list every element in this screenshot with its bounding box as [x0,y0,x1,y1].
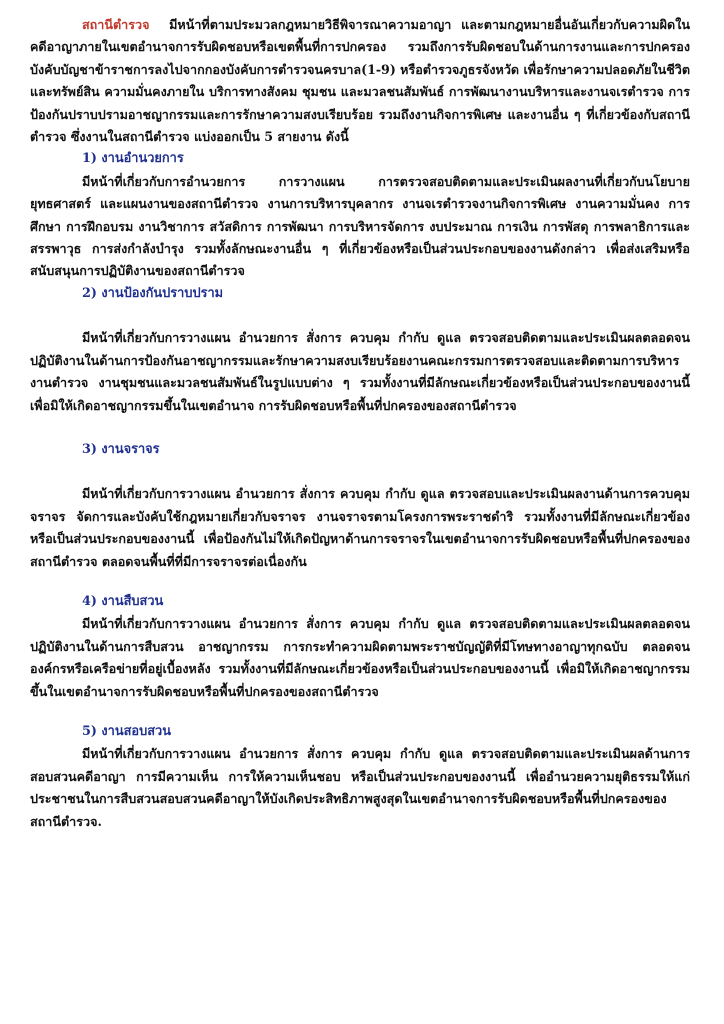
section-body-3: มีหน้าที่เกี่ยวกับการวางแผน อำนวยการ สั่งการ ควบคุม กำกับ ดูแล ตรวจสอบและประเมินผลงานด้านการควบคุมจราจร จัดการและบังคับใช้กฎหมายเกี่ยวกับจราจร งานจราจรตามโครงการพระราชดำริ รวมทั้งงานที่มีลักษณะเกี่ยวข้องหรือเป็นส่วนประกอบของงานนี้ เพื่อป้องกันไม่ให้เกิดปัญหาด้านการจราจรในเขตอำนาจการรับผิดชอบหรือพื้นที่ปกครองของสถานีตำรวจ ตลอดจนพื้นที่ที่มีการจราจรต่อเนื่องกัน [30,486,690,569]
section-body-2: มีหน้าที่เกี่ยวกับการวางแผน อำนวยการ สั่งการ ควบคุม กำกับ ดูแล ตรวจสอบติดตามและประเมินผลตลอดจนปฏิบัติงานในด้านการป้องกันอาชญากรรมและรักษาความสงบเรียบร้อยงานคณะกรรมการตรวจสอบและติดตามการบริหารงานตำรวจ งานชุมชนและมวลชนสัมพันธ์ในรูปแบบต่าง ๆ รวมทั้งงานที่มีลักษณะเกี่ยวข้องหรือเป็นส่วนประกอบของงานนี้ เพื่อมิให้เกิดอาชญากรรมขึ้นในเขตอำนาจ การรับผิดชอบหรือพื้นที่ปกครองของสถานีตำรวจ [30,330,690,413]
section-body-4: มีหน้าที่เกี่ยวกับการวางแผน อำนวยการ สั่งการ ควบคุม กำกับ ดูแล ตรวจสอบติดตามและประเมินผลตลอดจนปฏิบัติงานในด้านการสืบสวน อาชญากรรม การกระทำความผิดตามพระราชบัญญัติที่มีโทษทางอาญาทุกฉบับ ตลอดจนองค์กรหรือเครือข่ายที่อยู่เบื้องหลัง รวมทั้งงานที่มีลักษณะเกี่ยวข้องหรือเป็นส่วนประกอบของงานนี้ เพื่อมิให้เกิดอาชญากรรมขึ้นในเขตอำนาจการรับผิดชอบหรือพื้นที่ปกครองของสถานีตำรวจ [30,616,690,699]
spacer [30,417,690,439]
intro-text: มีหน้าที่ตามประมวลกฎหมายวิธีพิจารณาความอาญา และตามกฎหมายอื่นอันเกี่ยวกับความผิดในคดีอาญาภายในเขตอำนาจการรับผิดชอบหรือเขตพื้นที่การปกครอง รวมถึงการรับผิดชอบในด้านการงานและการปกครองบังคับบัญชาข้าราชการลงไปจากกองบังคับการตำรวจนครบาล(1-9) หรือตำรวจภูธรจังหวัด เพื่อรักษาความปลอดภัยในชีวิตและทรัพย์สิน ความมั่นคงภายใน บริการทางสังคม ชุมชน และมวลชนสัมพันธ์ การพัฒนางานบริหารและงานจเรตำรวจ การป้องกันปราบปรามอาชญากรรมและการรักษาความสงบเรียบร้อย รวมถึงงานกิจการพิเศษ และงานอื่น ๆ ที่เกี่ยวข้องกับสถานีตำรวจ ซึ่งงานในสถานีตำรวจ แบ่งออกเป็น 5 สายงาน ดังนี้ [30,17,690,145]
section-body-5: มีหน้าที่เกี่ยวกับการวางแผน อำนวยการ สั่งการ ควบคุม กำกับ ดูแล ตรวจสอบติดตามและประเมินผลด้านการสอบสวนคดีอาญา การมีความเห็น การให้ความเห็นชอบ หรือเป็นส่วนประกอบของงานนี้ เพื่ออำนวยความยุติธรรมให้แก่ประชาชนในการสืบสวนสอบสวนคดีอาญาให้บังเกิดประสิทธิภาพสูงสุดในเขตอำนาจการรับผิดชอบหรือพื้นที่ปกครองของสถานีตำรวจ. [30,746,690,829]
section-heading-5: 5) งานสอบสวน [82,723,171,739]
section-heading-2: 2) งานป้องกันปราบปราม [82,285,224,301]
spacer [30,305,690,327]
spacer [30,573,690,591]
section-heading-4: 4) งานสืบสวน [82,593,164,609]
intro-paragraph [30,14,690,148]
intro-lead-term: สถานีตำรวจ [82,17,150,32]
section-heading-1: 1) งานอำนวยการ [82,151,184,167]
section-body-1: มีหน้าที่เกี่ยวกับการอำนวยการ การวางแผน การตรวจสอบติดตามและประเมินผลงานที่เกี่ยวกับนโยบาย ยุทธศาสตร์ และแผนงานของสถานีตำรวจ งานการบริหารบุคลากร งานจเรตำรวจงานกิจการพิเศษ งานความมั่นคง การศึกษา การฝึกอบรม งานวิชาการ สวัสดิการ การพัฒนา การบริหารจัดการ งบประมาณ การเงิน การพัสดุ การพลาธิการและสรรพาวุธ การส่งกำลังบำรุง รวมทั้งลักษณะงานอื่น ๆ ที่เกี่ยวข้องหรือเป็นส่วนประกอบของงานดังกล่าว เพื่อส่งเสริมหรือสนับสนุนการปฏิบัติงานของสถานีตำรวจ [30,173,690,279]
section-heading-3: 3) งานจราจร [82,441,160,457]
spacer [30,461,690,483]
spacer [30,703,690,721]
